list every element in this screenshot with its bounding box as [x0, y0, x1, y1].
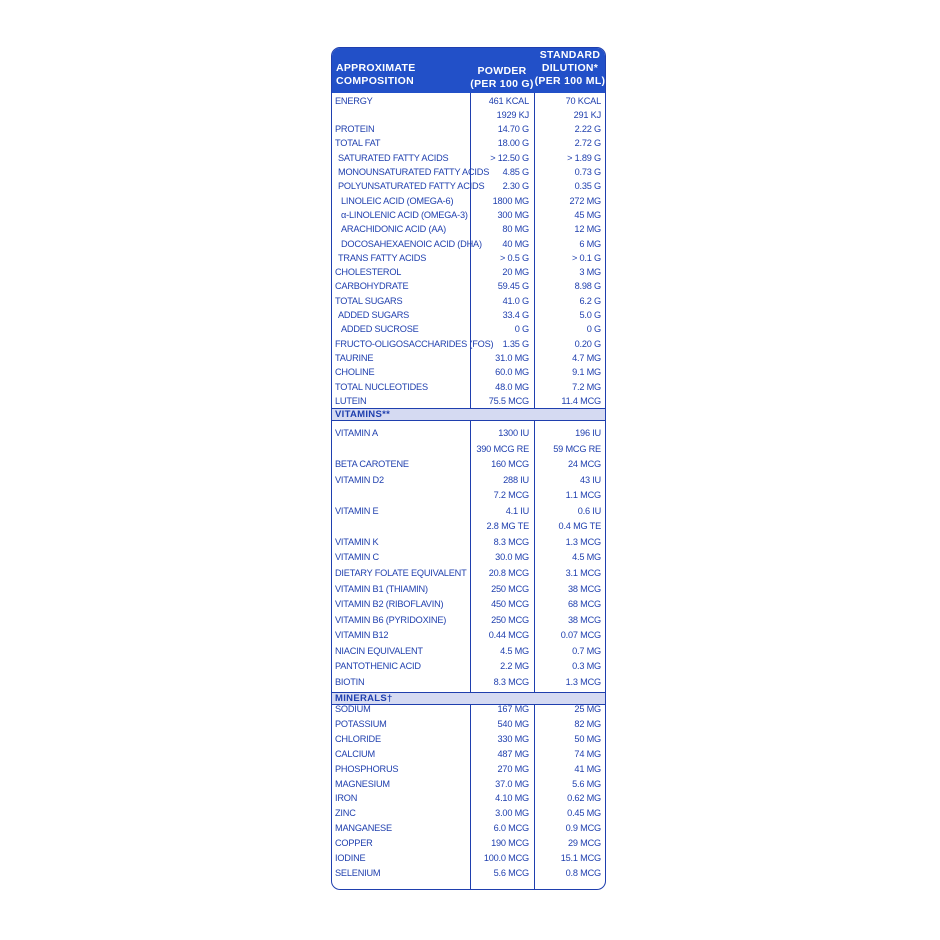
nutrient-name: CALCIUM [335, 748, 375, 759]
dilution-value: 0.62 MG [567, 793, 601, 804]
powder-value: 250 MCG [491, 614, 529, 625]
table-header [332, 48, 605, 93]
dilution-value: 7.2 MG [572, 381, 601, 392]
nutrient-name: NIACIN EQUIVALENT [335, 645, 423, 656]
powder-value: 300 MG [497, 209, 529, 220]
nutrient-name: SODIUM [335, 704, 371, 714]
table-row [332, 322, 605, 336]
powder-value: 20.8 MCG [488, 567, 529, 578]
nutrient-name: IODINE [335, 853, 366, 863]
table-row [332, 762, 605, 776]
dilution-value: 15.1 MCG [560, 853, 601, 863]
nutrient-name: PROTEIN [335, 124, 375, 135]
table-row [332, 108, 605, 122]
powder-value: 160 MCG [491, 459, 529, 470]
dilution-value: 25 MG [574, 704, 601, 714]
nutrient-name: VITAMIN C [335, 552, 379, 563]
header-powder: POWDER (PER 100 G) [470, 65, 534, 90]
table-row [332, 136, 605, 150]
dilution-value: 68 MCG [567, 599, 601, 610]
table-row [332, 777, 605, 791]
nutrient-name: VITAMIN D2 [335, 474, 384, 485]
powder-value: 33.4 G [502, 310, 529, 320]
dilution-value: 0.7 MG [572, 645, 601, 656]
table-row [332, 659, 605, 673]
powder-value: 0 G [514, 324, 529, 335]
nutrient-name: VITAMIN B12 [335, 630, 389, 641]
nutrient-name: CHOLINE [335, 367, 375, 378]
dilution-value: 0.6 IU [577, 505, 601, 516]
dilution-value: 12 MG [574, 224, 601, 235]
powder-value: 390 MCG RE [476, 443, 529, 454]
powder-value: 330 MG [497, 733, 529, 744]
powder-value: 8.3 MCG [493, 536, 529, 547]
powder-value: 37.0 MG [495, 778, 529, 789]
nutrient-name: SATURATED FATTY ACIDS [338, 152, 449, 163]
dilution-value: > 0.1 G [572, 252, 601, 263]
header-composition: APPROXIMATE COMPOSITION [336, 62, 416, 87]
table-row [332, 597, 605, 611]
nutrient-name: VITAMIN B6 (PYRIDOXINE) [335, 614, 447, 625]
nutrient-name: MAGNESIUM [335, 778, 390, 789]
powder-value: 190 MCG [491, 838, 529, 849]
dilution-value: 59 MCG RE [553, 443, 601, 454]
powder-value: 48.0 MG [495, 381, 529, 392]
powder-value: 4.85 G [502, 167, 529, 177]
table-row [332, 675, 605, 689]
powder-value: 1800 MG [492, 195, 529, 206]
nutrition-composition-table [331, 47, 606, 890]
nutrient-name: VITAMIN A [335, 428, 378, 438]
dilution-value: 5.6 MG [572, 778, 601, 789]
table-row [332, 644, 605, 658]
nutrient-name: IRON [335, 793, 358, 804]
table-row [332, 732, 605, 746]
nutrient-name: TRANS FATTY ACIDS [338, 252, 427, 263]
powder-value: 461 KCAL [488, 95, 529, 106]
dilution-value: 0.8 MCG [565, 867, 601, 878]
nutrient-name: BETA CAROTENE [335, 459, 409, 470]
powder-value: 250 MCG [491, 583, 529, 594]
powder-value: 6.0 MCG [493, 823, 529, 834]
table-row [332, 613, 605, 627]
nutrient-name: CARBOHYDRATE [335, 281, 409, 292]
nutrient-name: VITAMIN B2 (RIBOFLAVIN) [335, 599, 444, 610]
table-row [332, 365, 605, 379]
powder-value: 540 MG [497, 718, 529, 729]
nutrient-name: α-LINOLENIC ACID (OMEGA-3) [341, 209, 468, 220]
dilution-value: 43 IU [580, 474, 601, 485]
table-row [332, 747, 605, 761]
powder-value: 270 MG [497, 763, 529, 774]
powder-value: 75.5 MCG [488, 395, 529, 406]
dilution-value: 2.72 G [574, 138, 601, 149]
table-row [332, 222, 605, 236]
powder-value: 1.35 G [502, 338, 529, 349]
powder-value: 14.70 G [497, 124, 529, 135]
table-row [332, 550, 605, 564]
powder-value: 30.0 MG [495, 552, 529, 563]
table-row [332, 628, 605, 642]
dilution-value: 0.3 MG [572, 661, 601, 672]
nutrient-name: ADDED SUGARS [338, 310, 410, 320]
table-row [332, 351, 605, 365]
powder-value: 20 MG [502, 267, 529, 278]
nutrient-name: ARACHIDONIC ACID (AA) [341, 224, 447, 235]
dilution-value: 41 MG [574, 763, 601, 774]
powder-value: 80 MG [502, 224, 529, 235]
dilution-value: 1.1 MCG [565, 490, 601, 501]
dilution-value: 1.3 MCG [565, 676, 601, 687]
powder-value: 288 IU [503, 474, 529, 485]
dilution-value: 74 MG [574, 748, 601, 759]
table-row [332, 237, 605, 251]
powder-value: 4.10 MG [495, 793, 529, 804]
table-row [332, 582, 605, 596]
nutrient-name: POLYUNSATURATED FATTY ACIDS [338, 181, 485, 192]
nutrient-name: BIOTIN [335, 676, 365, 687]
table-row [332, 519, 605, 533]
dilution-value: 38 MCG [567, 614, 601, 625]
table-row [332, 473, 605, 487]
nutrient-name: PHOSPHORUS [335, 763, 399, 774]
powder-value: 41.0 G [502, 295, 529, 306]
table-row [332, 179, 605, 193]
nutrient-name: LUTEIN [335, 395, 367, 406]
dilution-value: 1.3 MCG [565, 536, 601, 547]
table-row [332, 294, 605, 308]
powder-value: 487 MG [497, 748, 529, 759]
table-row [332, 208, 605, 222]
table-row [332, 836, 605, 850]
dilution-value: 2.22 G [574, 124, 601, 135]
table-row [332, 265, 605, 279]
table-row [332, 566, 605, 580]
nutrient-name: POTASSIUM [335, 718, 387, 729]
dilution-value: 82 MG [574, 718, 601, 729]
dilution-value: 50 MG [574, 733, 601, 744]
nutrient-name: CHOLESTEROL [335, 267, 402, 278]
nutrient-name: SELENIUM [335, 867, 381, 878]
nutrient-name: TAURINE [335, 352, 374, 363]
section-title: MINERALS† [335, 693, 393, 704]
nutrient-name: TOTAL NUCLEOTIDES [335, 381, 428, 392]
powder-value: > 12.50 G [490, 152, 529, 163]
nutrient-name: DIETARY FOLATE EQUIVALENT [335, 567, 467, 578]
dilution-value: 29 MCG [567, 838, 601, 849]
powder-value: 7.2 MCG [493, 490, 529, 501]
powder-value: 60.0 MG [495, 367, 529, 378]
dilution-value: 38 MCG [567, 583, 601, 594]
powder-value: 4.5 MG [500, 645, 529, 656]
dilution-value: 0.73 G [574, 167, 601, 177]
table-row [332, 866, 605, 880]
table-row [332, 488, 605, 502]
nutrient-name: FRUCTO-OLIGOSACCHARIDES (FOS) [335, 338, 494, 349]
dilution-value: 272 MG [569, 195, 601, 206]
table-row [332, 394, 605, 408]
table-row [332, 717, 605, 731]
powder-value: 167 MG [497, 704, 529, 714]
nutrient-name: MANGANESE [335, 823, 392, 834]
powder-value: 59.45 G [497, 281, 529, 292]
dilution-value: 0.07 MCG [560, 630, 601, 641]
powder-value: 4.1 IU [505, 505, 529, 516]
dilution-value: 0 G [586, 324, 601, 335]
dilution-value: 11.4 MCG [561, 395, 601, 406]
dilution-value: 0.45 MG [567, 808, 601, 819]
nutrient-name: VITAMIN E [335, 505, 379, 516]
table-row [332, 151, 605, 165]
powder-value: 40 MG [502, 238, 529, 249]
powder-value: 3.00 MG [495, 808, 529, 819]
dilution-value: 9.1 MG [572, 367, 601, 378]
powder-value: 31.0 MG [495, 352, 529, 363]
table-row [332, 702, 605, 716]
section-title: VITAMINS** [335, 409, 391, 420]
dilution-value: 3 MG [579, 267, 601, 278]
nutrient-name: CHLORIDE [335, 733, 381, 744]
powder-value: 1929 KJ [496, 109, 529, 120]
dilution-value: 0.20 G [574, 338, 601, 349]
powder-value: 450 MCG [491, 599, 529, 610]
table-row [332, 94, 605, 108]
table-row [332, 442, 605, 456]
nutrient-name: TOTAL SUGARS [335, 295, 403, 306]
table-row [332, 535, 605, 549]
table-row [332, 380, 605, 394]
nutrient-name: DOCOSAHEXAENOIC ACID (DHA) [341, 238, 482, 249]
table-row [332, 457, 605, 471]
table-row [332, 806, 605, 820]
dilution-value: 8.98 G [574, 281, 601, 292]
nutrient-name: PANTOTHENIC ACID [335, 661, 421, 672]
powder-value: 8.3 MCG [493, 676, 529, 687]
powder-value: 100.0 MCG [483, 853, 529, 863]
dilution-value: 70 KCAL [565, 95, 601, 106]
dilution-value: 3.1 MCG [565, 567, 601, 578]
powder-value: > 0.5 G [500, 252, 529, 263]
powder-value: 2.30 G [502, 181, 529, 192]
dilution-value: 0.35 G [574, 181, 601, 192]
section-band [332, 408, 605, 421]
nutrient-name: ADDED SUCROSE [341, 324, 419, 335]
dilution-value: 0.4 MG TE [558, 521, 601, 532]
nutrient-name: TOTAL FAT [335, 138, 381, 149]
dilution-value: 0.9 MCG [565, 823, 601, 834]
nutrient-name: VITAMIN B1 (THIAMIN) [335, 583, 428, 594]
table-row [332, 851, 605, 865]
nutrient-name: ENERGY [335, 95, 373, 106]
dilution-value: 4.7 MG [572, 352, 601, 363]
nutrient-name: MONOUNSATURATED FATTY ACIDS [338, 167, 490, 177]
table-row [332, 791, 605, 805]
dilution-value: 24 MCG [567, 459, 601, 470]
dilution-value: 291 KJ [573, 109, 601, 120]
powder-value: 2.8 MG TE [486, 521, 529, 532]
nutrient-name: LINOLEIC ACID (OMEGA-6) [341, 195, 454, 206]
dilution-value: 6.2 G [579, 295, 601, 306]
table-row [332, 821, 605, 835]
table-row [332, 165, 605, 179]
powder-value: 2.2 MG [500, 661, 529, 672]
dilution-value: 4.5 MG [572, 552, 601, 563]
table-row [332, 337, 605, 351]
nutrient-name: ZINC [335, 808, 356, 819]
dilution-value: > 1.89 G [567, 152, 601, 163]
powder-value: 18.00 G [497, 138, 529, 149]
table-row [332, 426, 605, 440]
header-standard-dilution: STANDARD DILUTION* (PER 100 ML) [534, 49, 606, 87]
table-row [332, 122, 605, 136]
powder-value: 0.44 MCG [488, 630, 529, 641]
dilution-value: 5.0 G [579, 310, 601, 320]
powder-value: 5.6 MCG [493, 867, 529, 878]
table-row [332, 251, 605, 265]
dilution-value: 6 MG [579, 238, 601, 249]
table-row [332, 279, 605, 293]
table-row [332, 194, 605, 208]
table-row [332, 504, 605, 518]
dilution-value: 45 MG [574, 209, 601, 220]
nutrient-name: COPPER [335, 838, 373, 849]
nutrient-name: VITAMIN K [335, 536, 379, 547]
dilution-value: 196 IU [575, 428, 601, 438]
powder-value: 1300 IU [498, 428, 529, 438]
table-row [332, 308, 605, 322]
